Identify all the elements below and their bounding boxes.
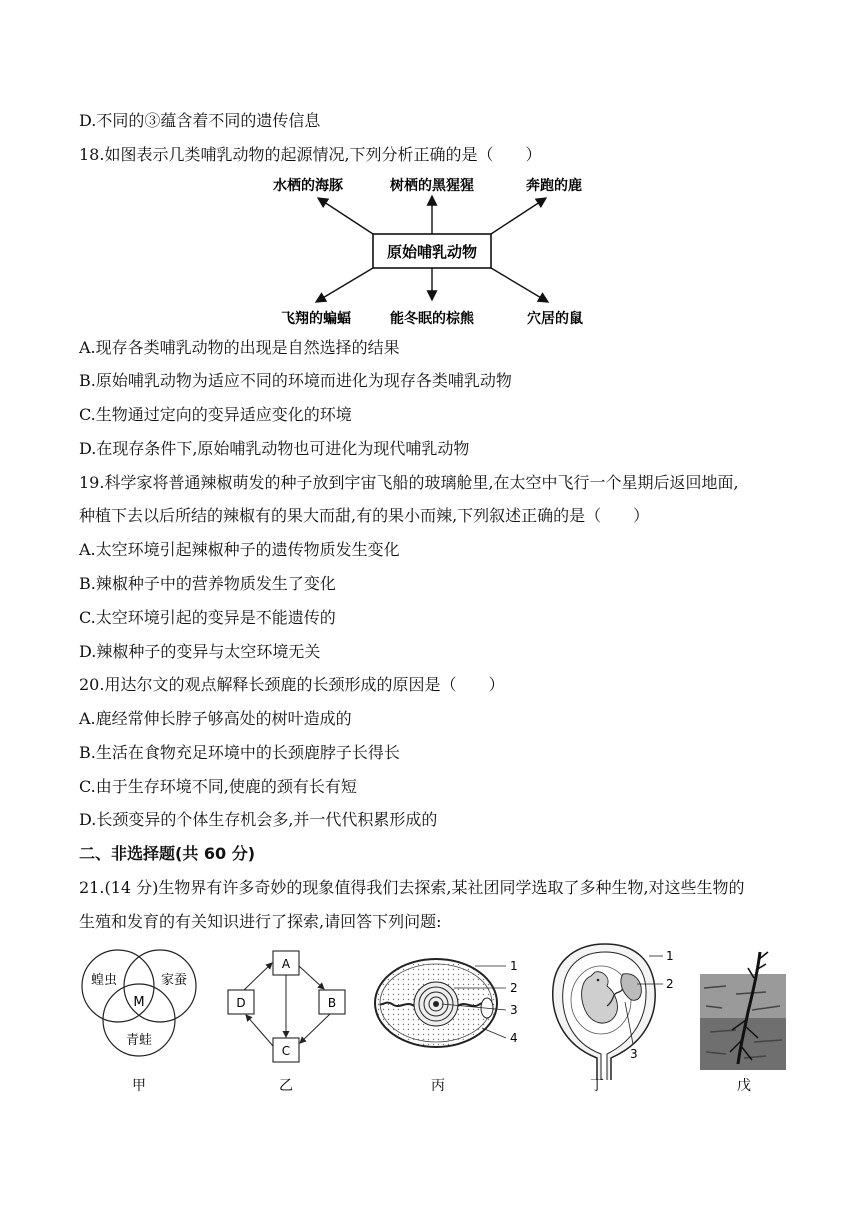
label-bear: 能冬眠的棕熊 — [390, 311, 474, 327]
label-3: 3 — [510, 1003, 518, 1017]
section-heading: 二、非选择题(共 60 分) — [79, 844, 256, 863]
caption-wu: 戊 — [737, 1078, 751, 1094]
arrow-b-c — [300, 1014, 330, 1043]
germinal-disc — [433, 1001, 439, 1007]
arrow-d-a — [244, 963, 272, 990]
label-dolphin: 水栖的海豚 — [273, 178, 343, 194]
caption-ding: 丁 — [590, 1078, 604, 1094]
q20-option-a: A.鹿经常伸长脖子够高处的树叶造成的 — [79, 709, 352, 728]
q19-option-b: B.辣椒种子中的营养物质发生了变化 — [79, 574, 336, 593]
caption-yi: 乙 — [279, 1078, 293, 1094]
venn-label-m: M — [133, 995, 145, 1010]
label-deer: 奔跑的鹿 — [526, 178, 582, 194]
q20-stem: 20.用达尔文的观点解释长颈鹿的长颈形成的原因是（ ） — [79, 675, 505, 694]
center-label: 原始哺乳动物 — [386, 243, 478, 261]
q20-option-d: D.长颈变异的个体生存机会多,并一代代积累形成的 — [79, 810, 438, 829]
label-2: 2 — [510, 981, 518, 995]
venn-label-locust: 蝗虫 — [90, 973, 118, 988]
figure-wu-cutting — [696, 948, 796, 1096]
q19-stem-line2: 种植下去以后所结的辣椒有的果大而甜,有的果小而辣,下列叙述正确的是（ ） — [79, 506, 650, 525]
leader-4 — [482, 1028, 506, 1038]
q19-option-a: A.太空环境引起辣椒种子的遗传物质发生变化 — [79, 540, 400, 559]
arrow-top-right — [491, 198, 546, 234]
box-d-label: D — [236, 996, 246, 1010]
arrow-a-b — [299, 966, 324, 989]
caption-bing: 丙 — [431, 1078, 445, 1094]
label-chimpanzee: 树栖的黑猩猩 — [390, 178, 474, 194]
label-ding-1: 1 — [666, 949, 674, 963]
q21-stem-line2: 生殖和发育的有关知识进行了探索,请回答下列问题: — [79, 912, 442, 931]
figure-ding-fetus — [545, 940, 680, 1096]
label-1: 1 — [510, 959, 518, 973]
q19-option-d: D.辣椒种子的变异与太空环境无关 — [79, 642, 321, 661]
figure-jia-venn — [74, 948, 204, 1096]
box-a-label: A — [281, 957, 291, 971]
mammal-origin-diagram — [250, 170, 610, 332]
arrow-c-d — [246, 1015, 273, 1046]
box-b-label: B — [327, 996, 337, 1010]
q18-stem: 18.如图表示几类哺乳动物的起源情况,下列分析正确的是（ ） — [79, 145, 542, 164]
arrow-bottom-left — [316, 268, 373, 302]
label-ding-3: 3 — [630, 1047, 638, 1061]
caption-jia: 甲 — [132, 1078, 146, 1094]
label-bat: 飞翔的蝙蝠 — [281, 311, 351, 327]
q17-option-d: D.不同的③蕴含着不同的遗传信息 — [79, 111, 321, 130]
label-mouse: 穴居的鼠 — [527, 311, 583, 327]
label-4: 4 — [510, 1031, 518, 1045]
figure-bing-egg — [372, 948, 532, 1096]
figure-yi-cycle — [220, 948, 360, 1096]
arrow-bottom-right — [491, 268, 548, 302]
label-ding-2: 2 — [666, 977, 674, 991]
q20-option-c: C.由于生存环境不同,使鹿的颈有长有短 — [79, 777, 357, 796]
q21-stem-line1: 21.(14 分)生物界有许多奇妙的现象值得我们去探索,某社团同学选取了多种生物,对这些生物的 — [79, 878, 745, 897]
q18-option-a: A.现存各类哺乳动物的出现是自然选择的结果 — [79, 338, 400, 357]
q19-option-c: C.太空环境引起的变异是不能遗传的 — [79, 608, 336, 627]
q19-stem-line1: 19.科学家将普通辣椒萌发的种子放到宇宙飞船的玻璃舱里,在太空中飞行一个星期后返回地面, — [79, 473, 739, 492]
soil-bottom-shade — [700, 1018, 786, 1070]
q18-option-b: B.原始哺乳动物为适应不同的环境而进化为现存各类哺乳动物 — [79, 371, 512, 390]
q18-option-c: C.生物通过定向的变异适应变化的环境 — [79, 405, 352, 424]
venn-label-frog: 青蛙 — [125, 1033, 153, 1048]
venn-label-silkworm: 家蚕 — [160, 973, 188, 988]
box-c-label: C — [281, 1044, 291, 1058]
fetus-eye — [597, 979, 600, 982]
q18-option-d: D.在现存条件下,原始哺乳动物也可进化为现代哺乳动物 — [79, 439, 470, 458]
q20-option-b: B.生活在食物充足环境中的长颈鹿脖子长得长 — [79, 743, 400, 762]
arrow-top-left — [318, 198, 373, 234]
